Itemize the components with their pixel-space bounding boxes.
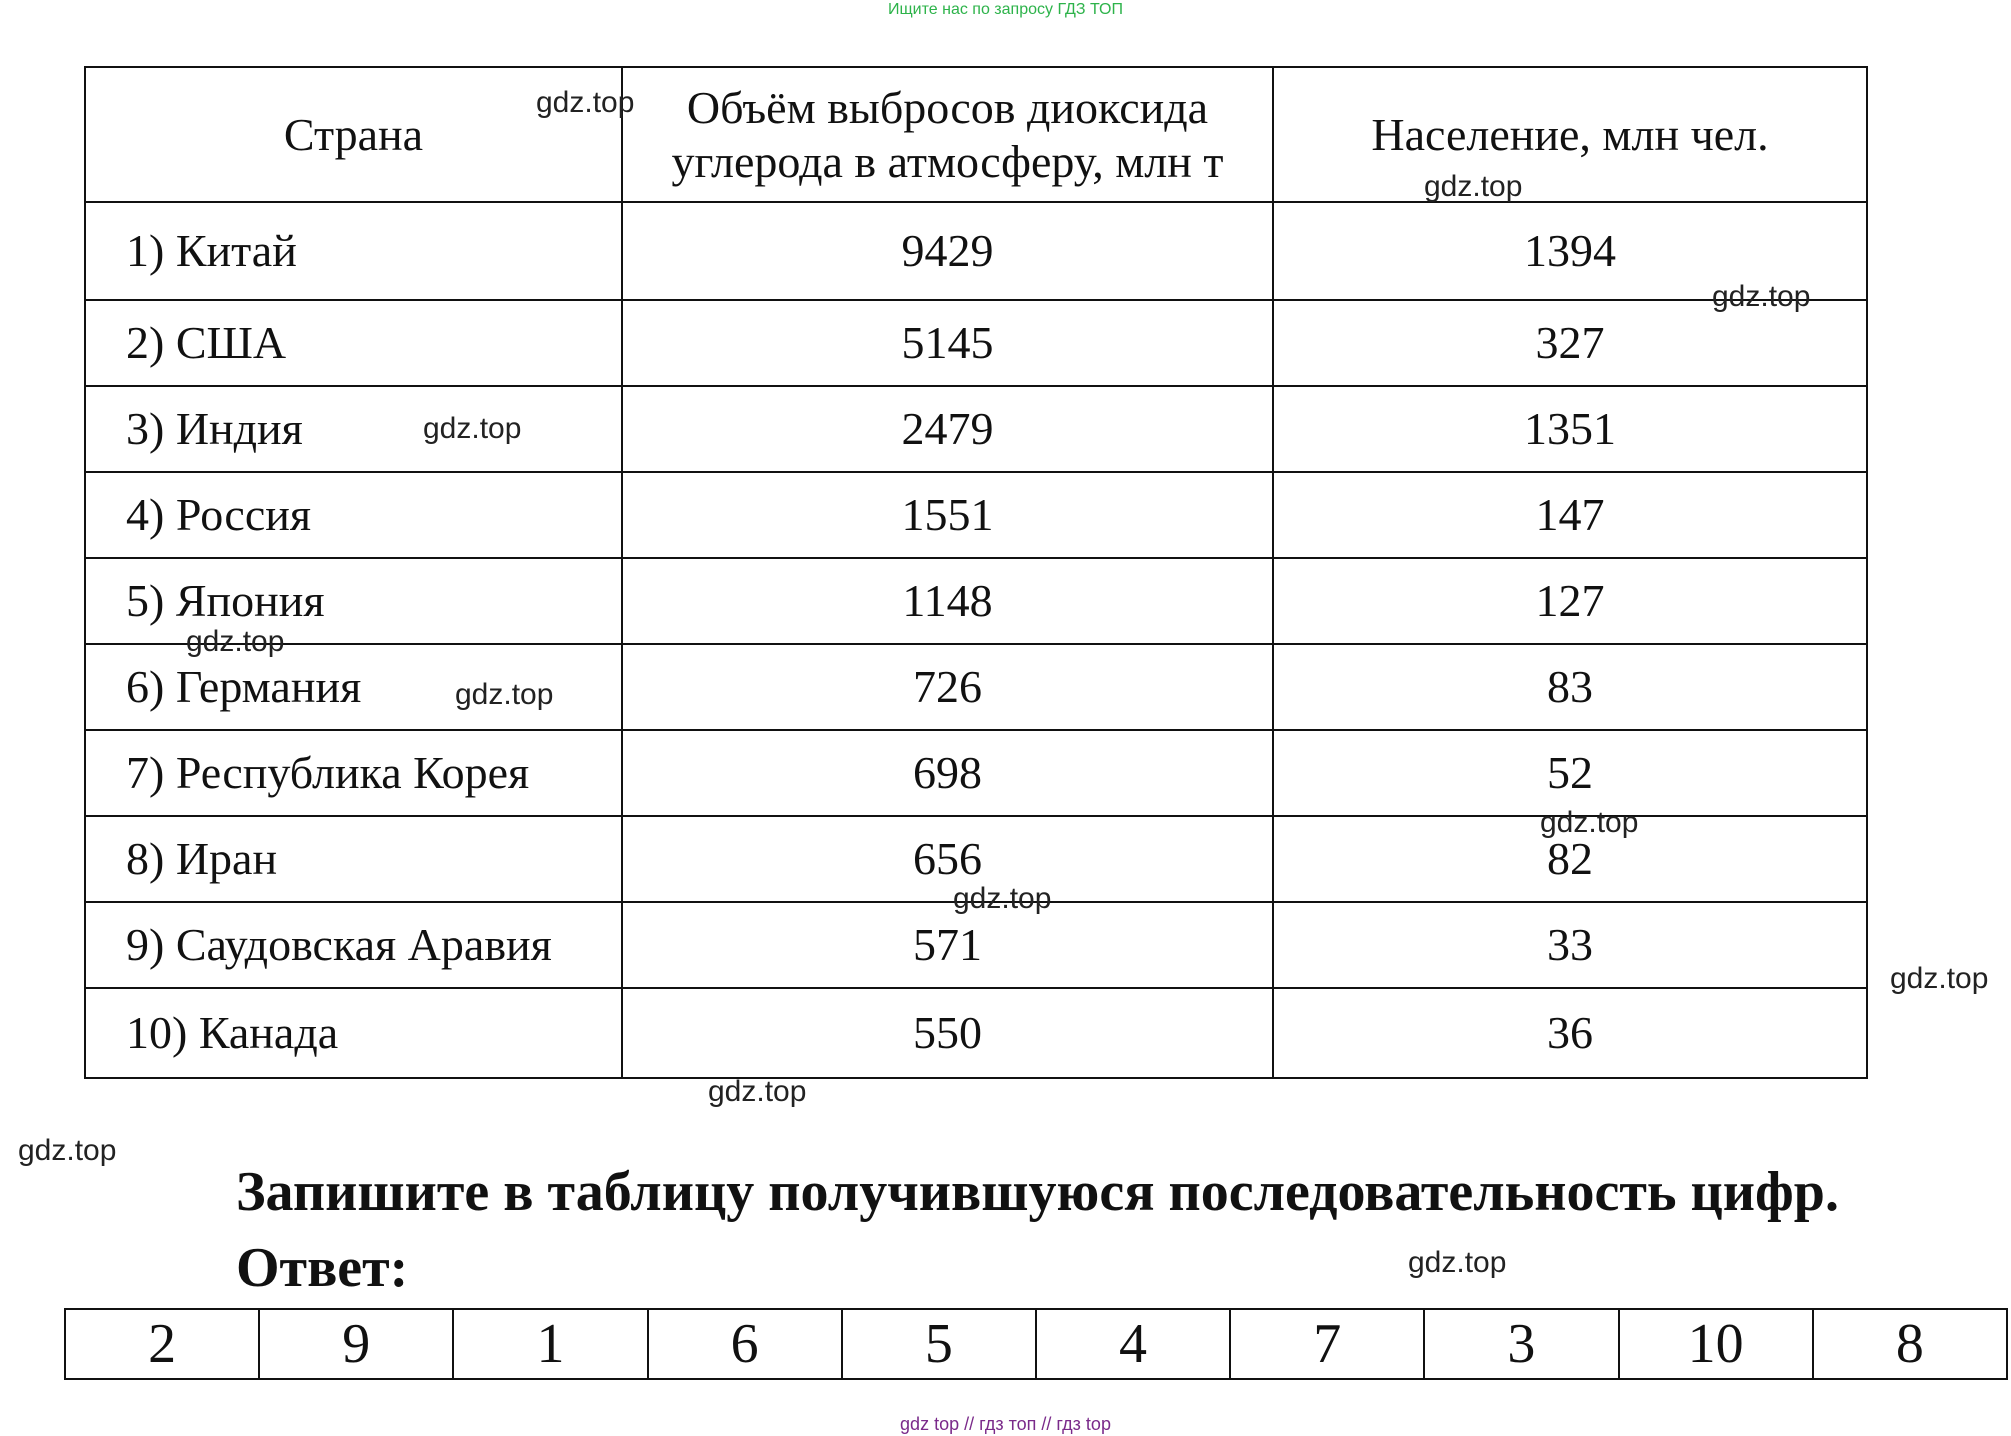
table-row <box>85 300 1867 386</box>
watermark: gdz.top <box>953 882 1052 915</box>
population-cell: 147 <box>1273 472 1867 558</box>
emissions-cell: 571 <box>622 902 1273 988</box>
emissions-cell: 550 <box>622 988 1273 1078</box>
watermark: gdz.top <box>423 412 522 445</box>
table-row <box>85 558 1867 644</box>
answer-row <box>65 1309 2007 1379</box>
header-emissions: Объём выбросов диоксида углерода в атмосферу, млн т <box>622 67 1273 202</box>
answer-label: Ответ: <box>236 1237 409 1299</box>
country-cell: 5) Япония <box>85 558 622 644</box>
answer-cell: 6 <box>648 1309 842 1379</box>
watermark: gdz.top <box>708 1075 807 1108</box>
answer-cell: 8 <box>1813 1309 2007 1379</box>
emissions-cell: 9429 <box>622 202 1273 300</box>
emissions-cell: 2479 <box>622 386 1273 472</box>
watermark: gdz.top <box>18 1134 117 1167</box>
table-row <box>85 644 1867 730</box>
watermark: gdz.top <box>1408 1246 1507 1279</box>
population-cell: 82 <box>1273 816 1867 902</box>
country-cell: 6) Германия <box>85 644 622 730</box>
table-row <box>85 472 1867 558</box>
emissions-cell: 1551 <box>622 472 1273 558</box>
instruction-text: Запишите в таблицу получившуюся последовательность цифр. <box>236 1161 1839 1223</box>
header-country: Страна <box>85 67 622 202</box>
watermark: gdz.top <box>1424 170 1523 203</box>
country-cell: 9) Саудовская Аравия <box>85 902 622 988</box>
emissions-cell: 698 <box>622 730 1273 816</box>
answer-cell: 5 <box>842 1309 1036 1379</box>
country-cell: 2) США <box>85 300 622 386</box>
footer-links[interactable]: gdz top // гдз топ // гдз top <box>900 1414 1111 1434</box>
table-row <box>85 202 1867 300</box>
watermark: gdz.top <box>455 678 554 711</box>
country-cell: 1) Китай <box>85 202 622 300</box>
population-cell: 36 <box>1273 988 1867 1078</box>
top-banner[interactable]: Ищите нас по запросу ГДЗ ТОП <box>888 1 1123 18</box>
emissions-cell: 726 <box>622 644 1273 730</box>
emissions-cell: 1148 <box>622 558 1273 644</box>
emissions-cell: 5145 <box>622 300 1273 386</box>
country-cell: 10) Канада <box>85 988 622 1078</box>
population-cell: 83 <box>1273 644 1867 730</box>
population-cell: 127 <box>1273 558 1867 644</box>
watermark: gdz.top <box>186 625 285 658</box>
answer-cell: 7 <box>1230 1309 1424 1379</box>
watermark: gdz.top <box>536 86 635 119</box>
population-cell: 1351 <box>1273 386 1867 472</box>
population-cell: 52 <box>1273 730 1867 816</box>
answer-cell: 4 <box>1036 1309 1230 1379</box>
country-cell: 8) Иран <box>85 816 622 902</box>
answer-cell: 1 <box>453 1309 647 1379</box>
answer-cell: 9 <box>259 1309 453 1379</box>
header-population: Население, млн чел. <box>1273 67 1867 202</box>
table-row <box>85 386 1867 472</box>
country-cell: 3) Индия <box>85 386 622 472</box>
emissions-cell: 656 <box>622 816 1273 902</box>
table-row <box>85 730 1867 816</box>
country-cell: 4) Россия <box>85 472 622 558</box>
population-cell: 1394 <box>1273 202 1867 300</box>
country-cell: 7) Республика Корея <box>85 730 622 816</box>
answer-cell: 3 <box>1424 1309 1618 1379</box>
table-row <box>85 988 1867 1078</box>
answer-cell: 2 <box>65 1309 259 1379</box>
watermark: gdz.top <box>1540 806 1639 839</box>
population-cell: 33 <box>1273 902 1867 988</box>
population-cell: 327 <box>1273 300 1867 386</box>
watermark: gdz.top <box>1890 962 1989 995</box>
answer-table <box>64 1308 2008 1380</box>
table-header-row <box>85 67 1867 202</box>
watermark: gdz.top <box>1712 280 1811 313</box>
emissions-table <box>84 66 1868 1079</box>
answer-cell: 10 <box>1619 1309 1813 1379</box>
